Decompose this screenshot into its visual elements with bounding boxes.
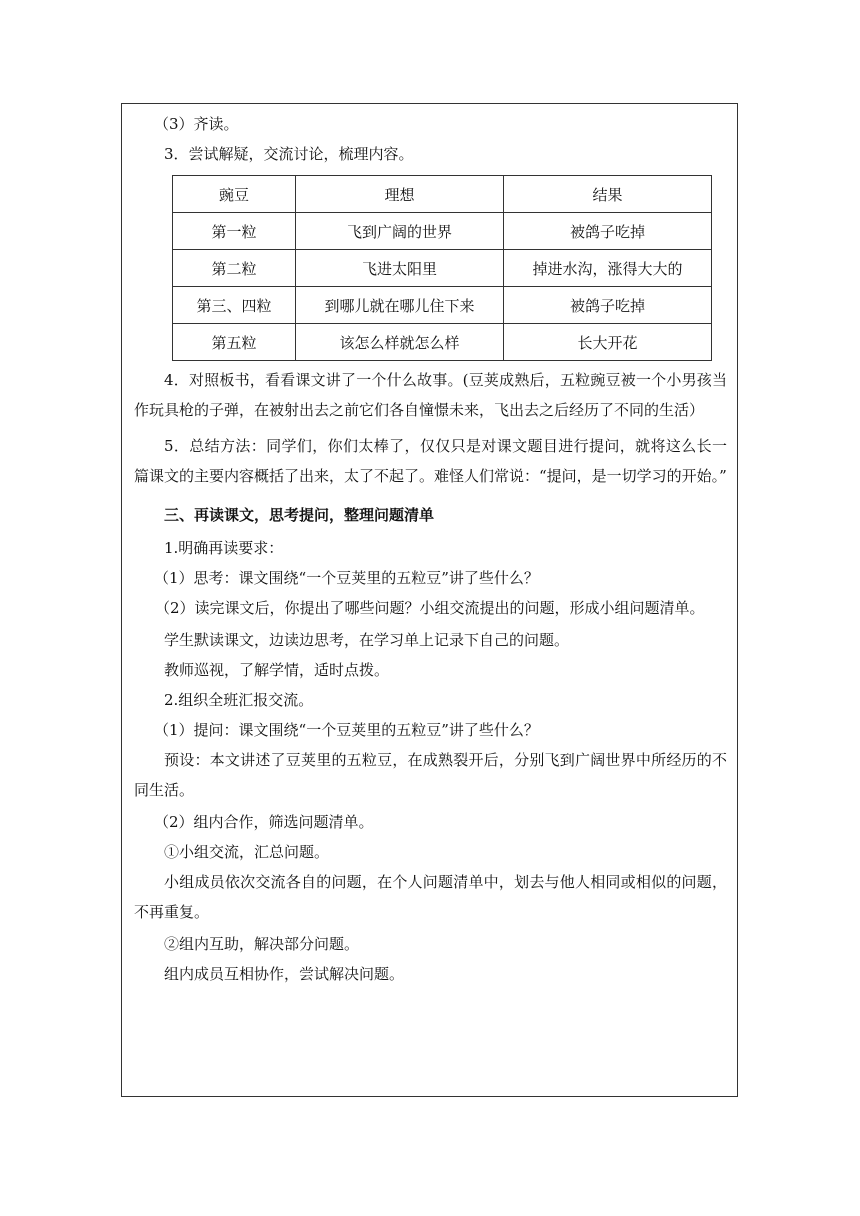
table-row: [173, 324, 712, 361]
reread-requirements: 1.明确再读要求：: [164, 539, 284, 557]
requirement-1: （1）思考：课文围绕“一个豆荚里的五粒豆”讲了些什么？: [154, 569, 539, 587]
table-cell: 被鸽子吃掉: [504, 287, 712, 324]
student-reading: 学生默读课文，边读边思考，在学习单上记录下自己的问题。: [164, 631, 570, 649]
lesson-content: [122, 104, 737, 989]
pea-summary-table: [172, 175, 712, 361]
group-mutual-help: ②组内互助，解决部分问题。: [164, 935, 360, 953]
table-cell: 该怎么样就怎么样: [296, 324, 504, 361]
table-cell: 第五粒: [173, 324, 296, 361]
table-cell: 第三、四粒: [173, 287, 296, 324]
step-5-paragraph: 5．总结方法：同学们，你们太棒了，仅仅只是对课文题目进行提问，就将这么长一篇课文的主要内容概括了出来，太了不起了。难怪人们常说：“提问，是一切学习的开始。”: [134, 437, 727, 485]
table-header-row: [173, 176, 712, 213]
section-3-heading: 三、再读课文，思考提问，整理问题清单: [164, 506, 435, 524]
table-cell: 飞进太阳里: [296, 250, 504, 287]
header-cell: 豌豆: [173, 176, 296, 213]
table-cell: 掉进水沟，涨得大大的: [504, 250, 712, 287]
group-mutual-help-detail: 组内成员互相协作，尝试解决问题。: [164, 965, 405, 983]
preset-answer: 预设：本文讲述了豆荚里的五粒豆，在成熟裂开后，分别飞到广阔世界中所经历的不同生活。: [134, 751, 727, 799]
report-question-1: （1）提问：课文围绕“一个豆荚里的五粒豆”讲了些什么？: [154, 721, 539, 739]
group-cooperation: （2）组内合作，筛选问题清单。: [154, 813, 374, 831]
table-cell: 到哪儿就在哪儿住下来: [296, 287, 504, 324]
table-row: [173, 250, 712, 287]
group-exchange-detail: 小组成员依次交流各自的问题，在个人问题清单中，划去与他人相同或相似的问题，不再重复。: [134, 873, 727, 921]
table-cell: 第二粒: [173, 250, 296, 287]
step-4-paragraph: 4．对照板书，看看课文讲了一个什么故事。(豆荚成熟后，五粒豌豆被一个小男孩当作玩具枪的子弹，在被射出去之前它们各自憧憬未来，飞出去之后经历了不同的生活）: [134, 371, 727, 419]
class-report-heading: 2.组织全班汇报交流。: [164, 691, 314, 709]
table-row: [173, 287, 712, 324]
table-cell: 被鸽子吃掉: [504, 213, 712, 250]
table-row: [173, 213, 712, 250]
group-exchange: ①小组交流，汇总问题。: [164, 843, 330, 861]
step-3-heading: 3．尝试解疑，交流讨论，梳理内容。: [164, 145, 414, 163]
lesson-plan-cell: [121, 103, 738, 1097]
requirement-2: （2）读完课文后，你提出了哪些问题？小组交流提出的问题，形成小组问题清单。: [155, 599, 705, 617]
table-cell: 飞到广阔的世界: [296, 213, 504, 250]
header-cell: 结果: [504, 176, 712, 213]
header-cell: 理想: [296, 176, 504, 213]
table-cell: 长大开花: [504, 324, 712, 361]
table-cell: 第一粒: [173, 213, 296, 250]
teacher-guidance: 教师巡视，了解学情，适时点拨。: [164, 661, 390, 679]
step-3-read-together: （3）齐读。: [154, 115, 239, 133]
